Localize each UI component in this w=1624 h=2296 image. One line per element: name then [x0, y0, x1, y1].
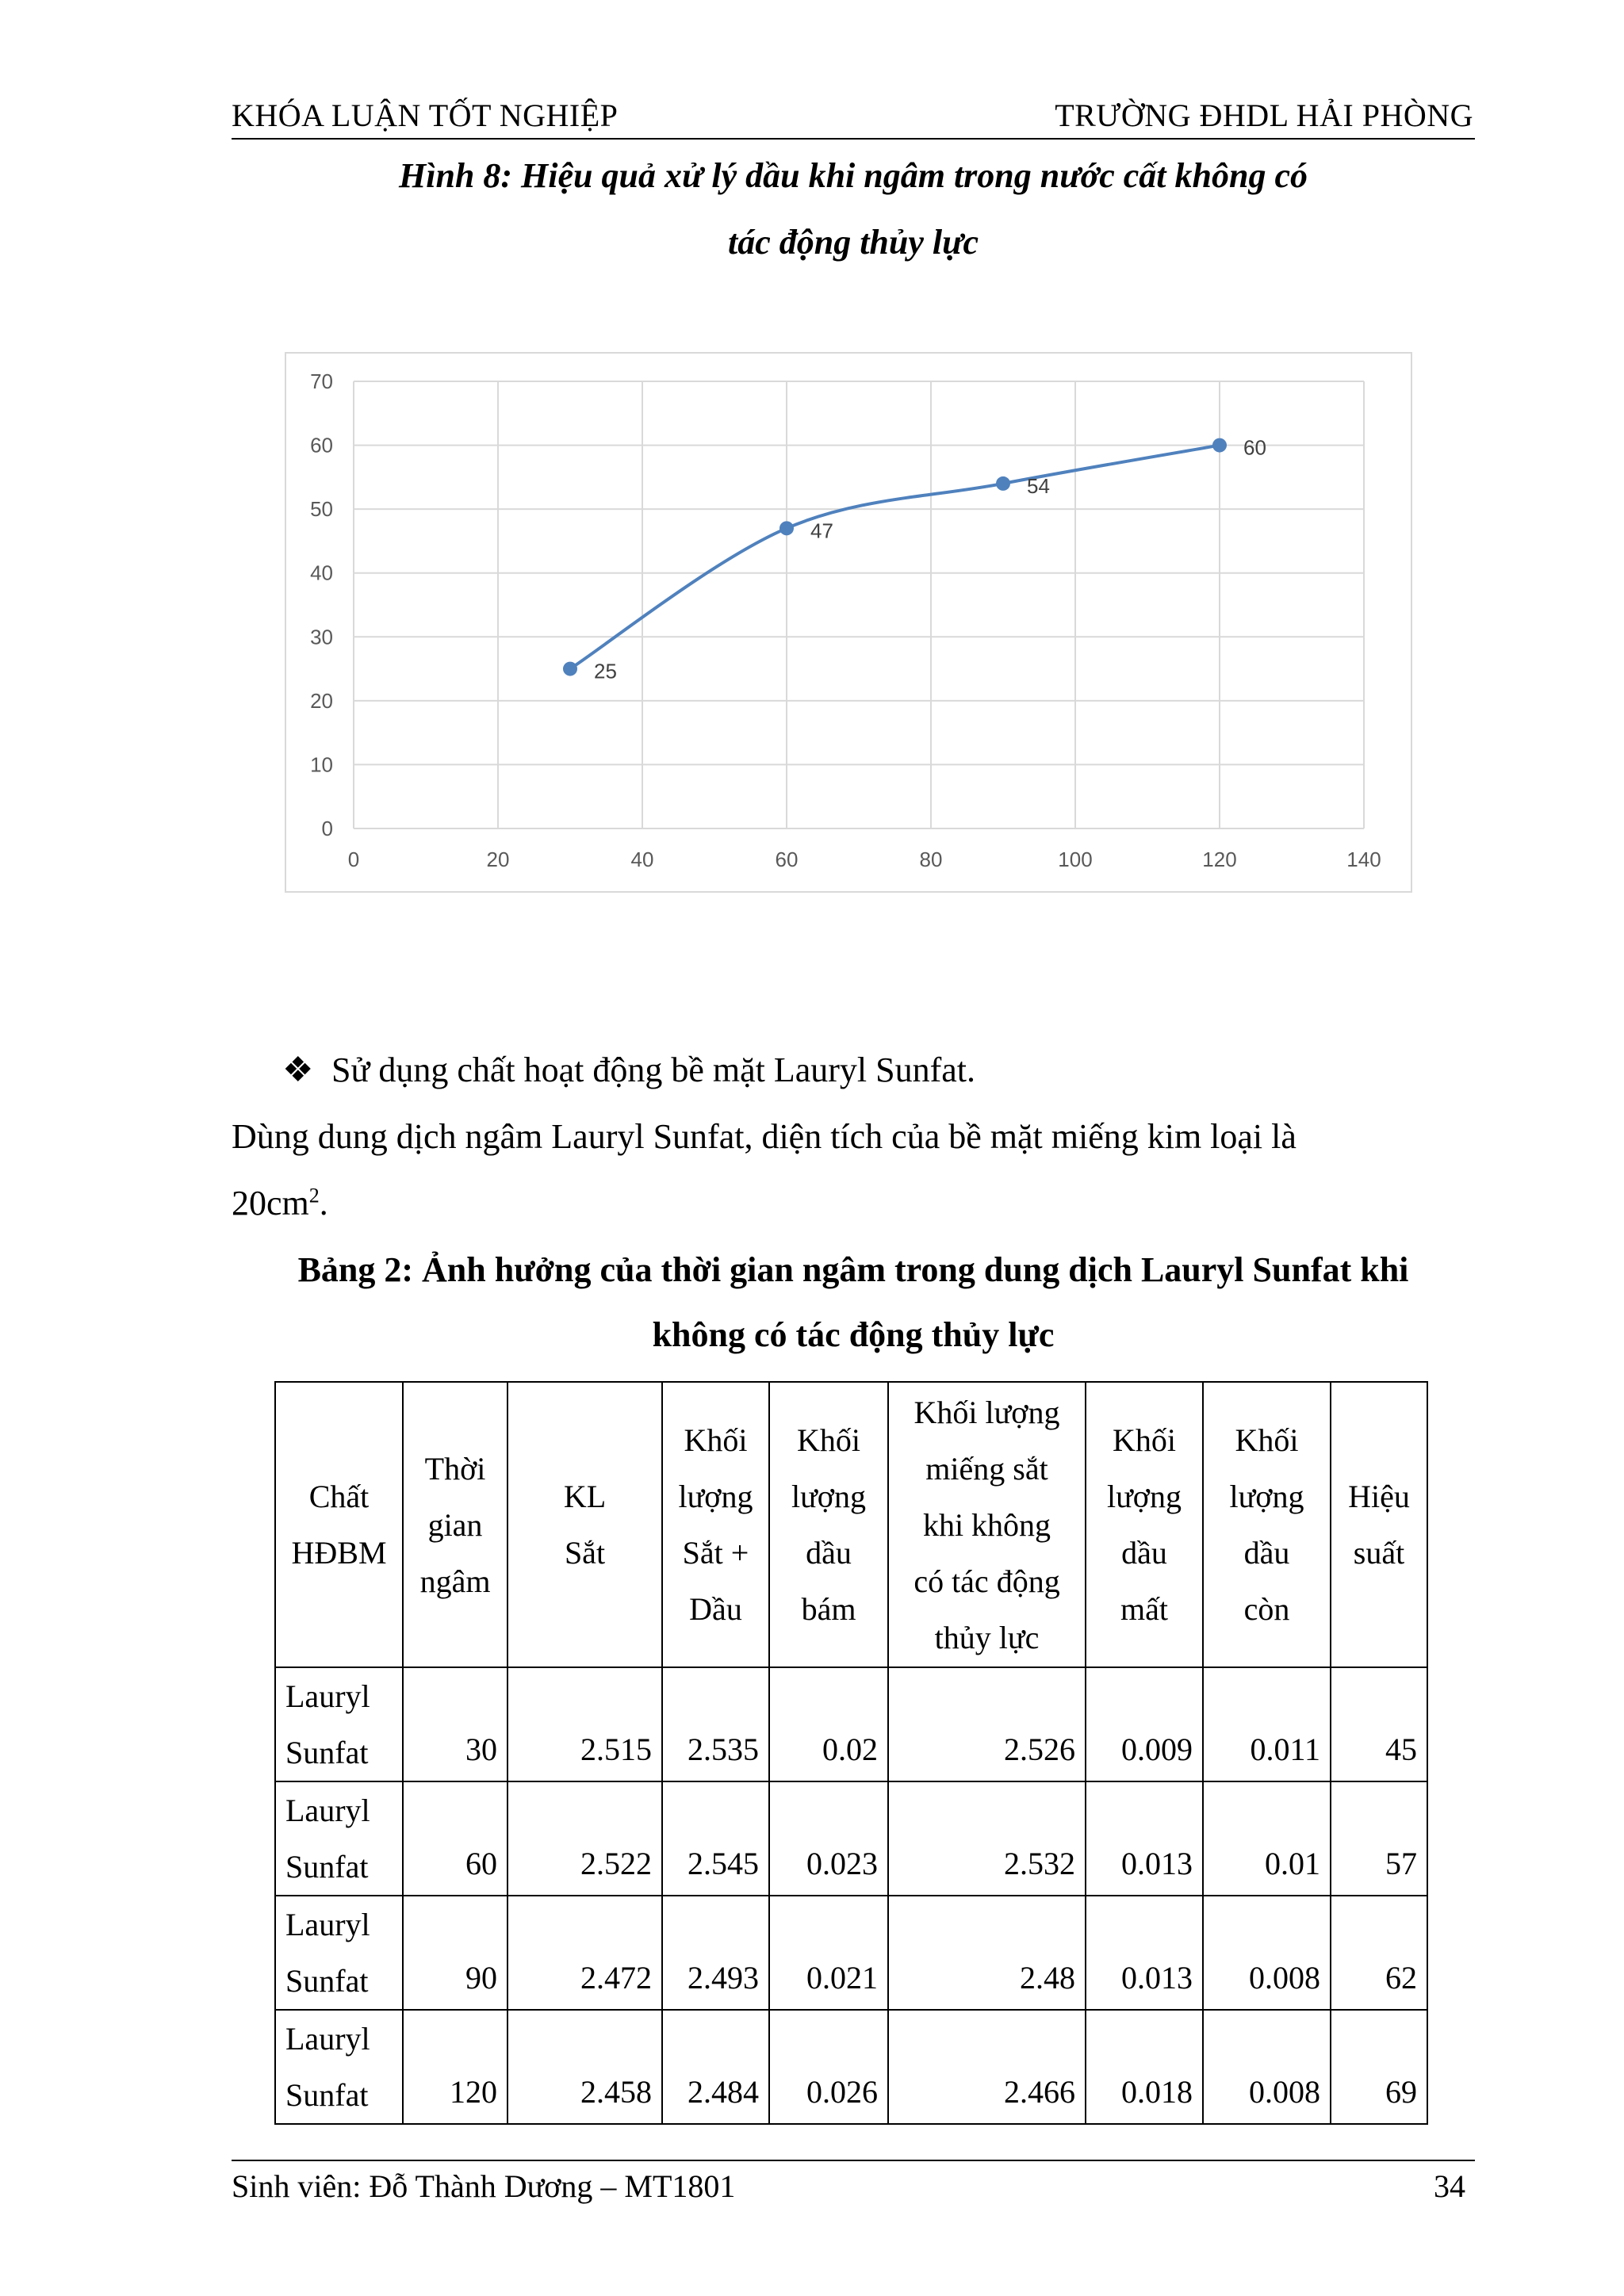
table-cell: 0.009: [1086, 1667, 1203, 1781]
table-header-row: [275, 1382, 1427, 1667]
table-caption-line2: không có tác động thủy lực: [652, 1315, 1055, 1354]
col-header-kl-dau-mat: Khối lượng dầu mất: [1086, 1382, 1203, 1667]
table-cell: 0.013: [1086, 1781, 1203, 1896]
table-cell: 0.008: [1203, 2010, 1331, 2124]
table-row: [275, 1781, 1427, 1896]
header-right: TRƯỜNG ĐHDL HẢI PHÒNG: [1055, 98, 1473, 133]
section-bullet: ❖: [282, 1050, 314, 1089]
x-tick-label: 140: [1346, 848, 1381, 871]
table-cell: 0.011: [1203, 1667, 1331, 1781]
x-tick-label: 40: [630, 848, 654, 871]
data-label: 25: [594, 659, 617, 683]
data-point: [779, 521, 794, 535]
y-tick-label: 60: [310, 433, 333, 457]
col-header-kl-dau-bam: Khối lượng dầu bám: [769, 1382, 888, 1667]
row-substance: Lauryl Sunfat: [275, 1667, 403, 1781]
table-cell: 2.535: [662, 1667, 769, 1781]
table-cell: 0.008: [1203, 1896, 1331, 2010]
section-heading: Sử dụng chất hoạt động bề mặt Lauryl Sunfat.: [331, 1050, 976, 1089]
x-tick-label: 120: [1202, 848, 1237, 871]
table-cell: 0.02: [769, 1667, 888, 1781]
paragraph-line2: [232, 1183, 328, 1223]
y-tick-label: 10: [310, 752, 333, 777]
table-cell: 2.458: [508, 2010, 662, 2124]
table-cell: 2.472: [508, 1896, 662, 2010]
table-cell: 0.01: [1203, 1781, 1331, 1896]
y-tick-label: 50: [310, 497, 333, 522]
header-left: KHÓA LUẬN TỐT NGHIỆP: [232, 98, 619, 133]
table-cell: 2.484: [662, 2010, 769, 2124]
table-cell: 2.515: [508, 1667, 662, 1781]
data-table: [274, 1381, 1428, 2125]
table-row: [275, 2010, 1427, 2124]
table-cell: 0.018: [1086, 2010, 1203, 2124]
col-header-kl-sat-dau: Khối lượng Sắt + Dầu: [662, 1382, 769, 1667]
table-cell: 57: [1331, 1781, 1427, 1896]
area-superscript: 2: [308, 1184, 320, 1207]
table-cell: 2.522: [508, 1781, 662, 1896]
data-point: [1212, 438, 1227, 453]
footer-divider: [232, 2160, 1475, 2161]
data-label: 54: [1027, 473, 1050, 498]
table-cell: 2.466: [888, 2010, 1086, 2124]
figure-caption-line2: tác động thủy lực: [727, 223, 979, 262]
col-header-thoi-gian: Thời gian ngâm: [403, 1382, 508, 1667]
x-tick-label: 80: [919, 848, 943, 871]
row-substance: Lauryl Sunfat: [275, 2010, 403, 2124]
chart-border: [285, 353, 1411, 892]
x-tick-label: 20: [486, 848, 510, 871]
y-tick-label: 40: [310, 561, 333, 585]
y-tick-label: 70: [310, 369, 333, 393]
table-cell: 2.48: [888, 1896, 1086, 2010]
table-body: [275, 1667, 1427, 2124]
table-caption-line1: Bảng 2: Ảnh hưởng của thời gian ngâm trong dung dịch Lauryl Sunfat khi: [297, 1250, 1409, 1289]
table-cell: 0.021: [769, 1896, 888, 2010]
col-header-kl-sat: KL Sắt: [508, 1382, 662, 1667]
y-tick-label: 30: [310, 625, 333, 649]
table-cell: 0.013: [1086, 1896, 1203, 2010]
table-cell: 2.493: [662, 1896, 769, 2010]
y-tick-label: 20: [310, 688, 333, 713]
line-chart: [285, 352, 1412, 893]
table-cell: 2.532: [888, 1781, 1086, 1896]
table-cell: 90: [403, 1896, 508, 2010]
header-divider: [232, 138, 1475, 140]
table-cell: 62: [1331, 1896, 1427, 2010]
paragraph-line1: Dùng dung dịch ngâm Lauryl Sunfat, diện tích của bề mặt miếng kim loại là: [232, 1117, 1297, 1156]
table-cell: 0.026: [769, 2010, 888, 2124]
figure-caption-line1: Hình 8: Hiệu quả xử lý dầu khi ngâm trong nước cất không có: [399, 156, 1308, 195]
table-row: [275, 1667, 1427, 1781]
row-substance: Lauryl Sunfat: [275, 1781, 403, 1896]
paragraph-end: .: [319, 1184, 328, 1223]
col-header-chat-hdbm: Chất HĐBM: [275, 1382, 403, 1667]
table-cell: 30: [403, 1667, 508, 1781]
col-header-kl-dau-con: Khối lượng dầu còn: [1203, 1382, 1331, 1667]
table-cell: 45: [1331, 1667, 1427, 1781]
col-header-kl-mieng-sat: Khối lượng miếng sắt khi không có tác động thủy lực: [888, 1382, 1086, 1667]
page-number: 34: [1434, 2168, 1465, 2204]
row-substance: Lauryl Sunfat: [275, 1896, 403, 2010]
footer-student: Sinh viên: Đỗ Thành Dương – MT1801: [232, 2168, 736, 2204]
col-header-hieu-suat: Hiệu suất: [1331, 1382, 1427, 1667]
table-cell: 0.023: [769, 1781, 888, 1896]
x-tick-label: 100: [1058, 848, 1093, 871]
data-point: [563, 662, 577, 676]
table-row: [275, 1896, 1427, 2010]
x-tick-label: 0: [347, 848, 360, 871]
table-cell: 2.526: [888, 1667, 1086, 1781]
table-cell: 60: [403, 1781, 508, 1896]
table-cell: 120: [403, 2010, 508, 2124]
table-cell: 69: [1331, 2010, 1427, 2124]
x-tick-label: 60: [775, 848, 799, 871]
area-value: 20cm: [232, 1184, 309, 1223]
y-tick-label: 0: [321, 817, 333, 840]
data-label: 60: [1243, 435, 1266, 460]
data-label: 47: [810, 519, 833, 543]
data-point: [996, 476, 1010, 491]
table-cell: 2.545: [662, 1781, 769, 1896]
